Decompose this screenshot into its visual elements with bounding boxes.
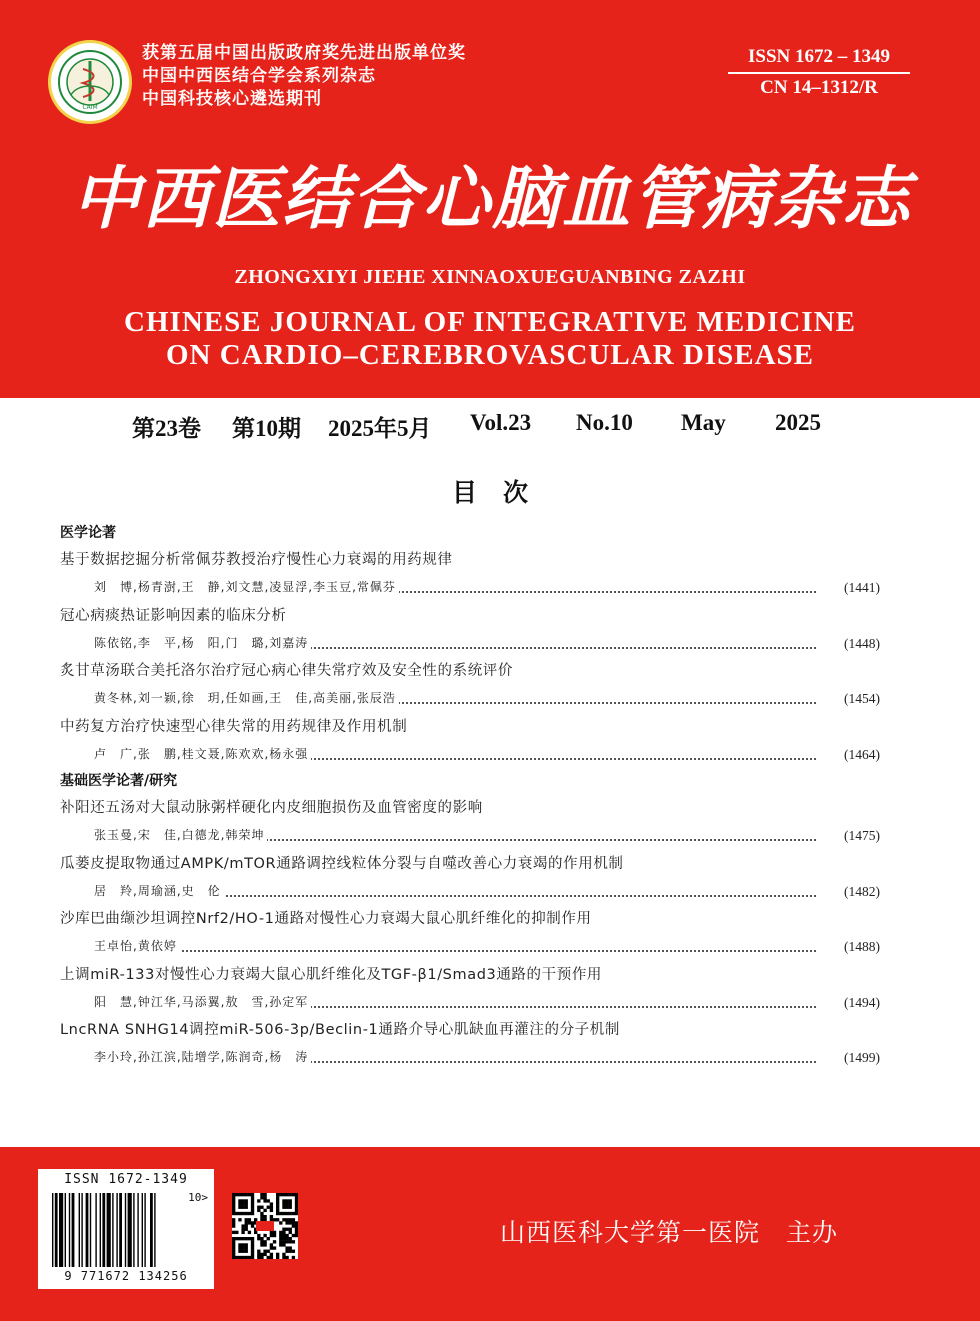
article-authors: 刘 博,杨青澍,王 静,刘文慧,凌显浮,李玉豆,常佩芬 [94, 574, 399, 601]
toc-entry[interactable] [60, 657, 880, 713]
honor-line: 中国中西医结合学会系列杂志 [142, 66, 376, 86]
issue-info-line [0, 410, 980, 442]
toc-entry[interactable] [60, 961, 880, 1017]
toc-entry[interactable] [60, 850, 880, 906]
author-row [60, 685, 880, 712]
article-authors: 黄冬林,刘一颖,徐 玥,任如画,王 佳,高美丽,张辰浩 [94, 685, 399, 712]
number-en: No.10 [576, 410, 633, 435]
author-row [60, 822, 880, 849]
author-row [60, 933, 880, 960]
author-row [60, 741, 880, 768]
article-authors: 张玉曼,宋 佳,白德龙,韩荣坤 [94, 822, 267, 849]
volume-cn: 第23卷 [132, 416, 201, 441]
honors-list [142, 42, 642, 111]
page-number: (1494) [844, 994, 880, 1010]
section-heading: 医学论著 [60, 525, 116, 541]
number-cn: 第10期 [232, 416, 301, 441]
article-title: 沙库巴曲缬沙坦调控Nrf2/HO-1通路对慢性心力衰竭大鼠心肌纤维化的抑制作用 [60, 911, 592, 927]
toc-entry[interactable] [60, 1016, 880, 1072]
page-number: (1482) [844, 883, 880, 899]
author-row [60, 878, 880, 905]
journal-title-english-line2: ON CARDIO–CEREBROVASCULAR DISEASE [165, 339, 815, 371]
page-number: (1475) [844, 828, 880, 843]
date-cn: 2025年5月 [328, 416, 432, 441]
issn-number: ISSN 1672 – 1349 [728, 46, 910, 74]
table-of-contents [60, 520, 880, 1072]
author-row [60, 989, 880, 1016]
article-title: 瓜蒌皮提取物通过AMPK/mTOR通路调控线粒体分裂与自噬改善心力衰竭的作用机制 [60, 855, 624, 872]
cn-number: CN 14–1312/R [760, 77, 878, 98]
article-title: 炙甘草汤联合美托洛尔治疗冠心病心律失常疗效及安全性的系统评价 [60, 663, 513, 679]
month-en: May [681, 410, 726, 435]
article-title: LncRNA SNHG14调控miR-506-3p/Beclin-1通路介导心肌缺血再灌注的分子机制 [60, 1022, 620, 1038]
toc-entry[interactable] [60, 905, 880, 961]
toc-entry[interactable] [60, 546, 880, 602]
page-number: (1488) [844, 939, 880, 954]
article-authors: 阳 慧,钟江华,马添翼,敖 雪,孙定军 [94, 989, 311, 1016]
article-authors: 王卓怡,黄依婷 [94, 933, 180, 960]
section-heading: 基础医学论著/研究 [60, 773, 178, 789]
dot-leader [94, 950, 816, 952]
barcode-bars-icon [52, 1193, 202, 1267]
barcode-number: 9 771672 134256 [64, 1269, 188, 1283]
article-authors: 陈依铭,李 平,杨 阳,门 璐,刘嘉涛 [94, 630, 311, 657]
article-title: 补阳还五汤对大鼠动脉粥样硬化内皮细胞损伤及血管密度的影响 [60, 800, 483, 816]
journal-title-pinyin: ZHONGXIYI JIEHE XINNAOXUEGUANBING ZAZHI [234, 266, 746, 288]
author-row [60, 630, 880, 657]
article-authors: 李小玲,孙江滨,陆增学,陈润奇,杨 涛 [94, 1044, 311, 1071]
honor-line: 获第五届中国出版政府奖先进出版单位奖 [142, 43, 466, 63]
journal-title-chinese: 中西医结合心脑血管病杂志 [71, 160, 912, 239]
cover-footer-band [0, 1147, 980, 1321]
cover-header-band [0, 0, 980, 398]
honor-line: 中国科技核心遴选期刊 [142, 89, 322, 109]
page-number: (1454) [844, 691, 880, 706]
author-row [60, 574, 880, 601]
page-number: (1499) [844, 1050, 880, 1065]
article-authors: 卢 广,张 鹏,桂文聂,陈欢欢,杨永强 [94, 741, 311, 768]
journal-title-english-line1: CHINESE JOURNAL OF INTEGRATIVE MEDICINE [124, 306, 856, 338]
article-title: 中药复方治疗快速型心律失常的用药规律及作用机制 [60, 718, 408, 735]
svg-text:CAIM: CAIM [82, 104, 98, 111]
toc-entry[interactable] [60, 794, 880, 850]
article-authors: 居 羚,周瑜涵,史 伦 [94, 878, 224, 905]
issn-cn-block [728, 46, 910, 99]
article-title: 冠心病痰热证影响因素的临床分析 [60, 607, 287, 624]
author-row [60, 1044, 880, 1071]
barcode [38, 1169, 214, 1289]
article-title: 基于数据挖掘分析常佩芬教授治疗慢性心力衰竭的用药规律 [60, 552, 453, 568]
page-number: (1441) [844, 580, 880, 595]
page-number: (1464) [844, 746, 880, 762]
article-title: 上调miR-133对慢性心力衰竭大鼠心肌纤维化及TGF-β1/Smad3通路的干预作用 [60, 966, 603, 983]
toc-entry[interactable] [60, 602, 880, 658]
society-emblem-logo [48, 40, 132, 124]
qr-code-icon[interactable] [232, 1193, 298, 1259]
barcode-issn: ISSN 1672-1349 [64, 1172, 188, 1187]
barcode-addon: 10> [188, 1191, 208, 1204]
volume-en: Vol.23 [470, 410, 532, 435]
contents-heading: 目次 [451, 478, 554, 507]
toc-entry[interactable] [60, 713, 880, 769]
year-en: 2025 [775, 410, 821, 435]
publisher-line: 山西医科大学第一医院 主办 [500, 1218, 839, 1247]
page-number: (1448) [844, 635, 880, 651]
